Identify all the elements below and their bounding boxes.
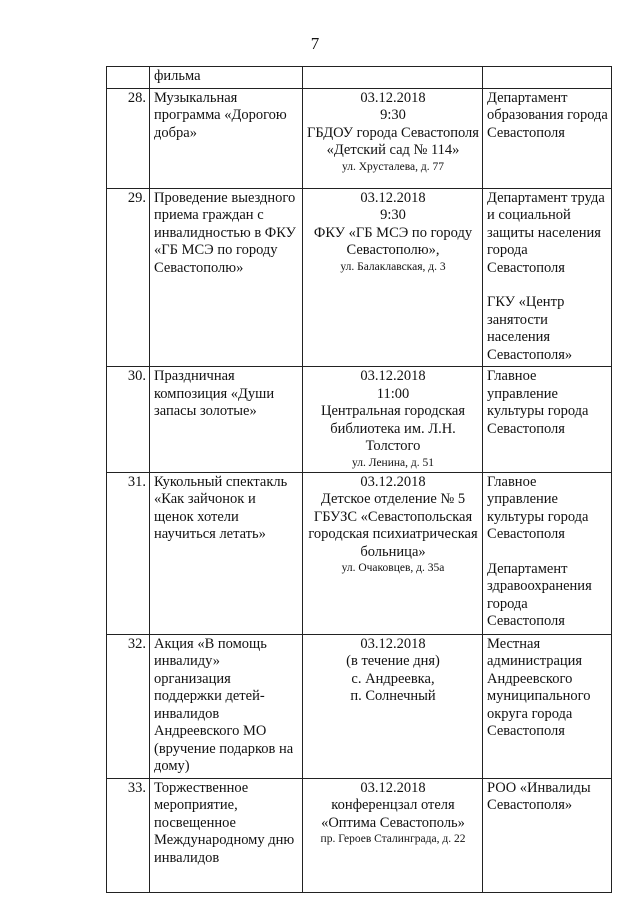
event-date: 03.12.2018 — [360, 89, 426, 106]
event-title: Кукольный спектакль «Как зайчонок и щенок хотели научиться летать» — [150, 472, 303, 634]
event-title: Праздничная композиция «Души запасы золотые» — [150, 367, 303, 473]
event-organizer: Департамент здравоохранения города Севастополя — [487, 560, 592, 629]
event-place-line: п. Солнечный — [350, 688, 436, 704]
event-organizer: РОО «Инвалиды Севастополя» — [487, 779, 591, 813]
event-organizer-cell — [483, 778, 612, 892]
row-number: 28. — [107, 88, 150, 188]
row-number: 32. — [107, 634, 150, 778]
table-row — [107, 67, 612, 89]
event-organizer: Департамент труда и социальной защиты населения города Севастополя — [487, 189, 605, 276]
event-place-cell — [303, 778, 483, 892]
table-row — [107, 88, 612, 188]
event-date: 03.12.2018 — [360, 635, 426, 652]
row-number: 30. — [107, 367, 150, 473]
event-organizer: ГКУ «Центр занятости населения Севастополя» — [487, 294, 573, 363]
event-place-line: 11:00 — [376, 385, 410, 402]
event-date: 03.12.2018 — [360, 368, 426, 384]
event-title: Акция «В помощь инвалиду» организация поддержки детей-инвалидов Андреевского МО (вручение подарков на дому) — [150, 634, 303, 778]
event-place-line: ГБДОУ города Севастополя «Детский сад № 114» — [307, 124, 479, 158]
event-organizer-cell — [483, 88, 612, 188]
table-row — [107, 367, 612, 473]
event-address: ул. Хрусталева, д. 77 — [342, 160, 444, 173]
event-organizer: Главное управление культуры города Севастополя — [487, 473, 589, 542]
event-place-line: конференцзал отеля «Оптима Севастополь» — [321, 797, 465, 831]
event-place-cell — [303, 367, 483, 473]
event-place-line: Детское отделение № 5 ГБУЗС «Севастопольская городская психиатрическая больница» — [308, 491, 478, 560]
event-organizer-cell — [483, 67, 612, 89]
event-address: ул. Ленина, д. 51 — [352, 456, 434, 469]
event-date: 03.12.2018 — [360, 779, 426, 796]
event-organizer-cell — [483, 472, 612, 634]
row-number-cell — [107, 67, 150, 89]
event-place-cell — [303, 634, 483, 778]
event-organizer: Департамент образования города Севастополя — [487, 89, 608, 141]
event-title: Проведение выездного приема граждан с инвалидностью в ФКУ «ГБ МСЭ по городу Севастополю» — [150, 188, 303, 367]
event-place-cell — [303, 88, 483, 188]
event-place-cell — [303, 472, 483, 634]
event-place-line: с. Андреевка, — [351, 670, 435, 687]
page-number: 7 — [310, 34, 320, 53]
event-place-line: 9:30 — [380, 107, 406, 123]
event-organizer: Местная администрация Андреевского муниципального округа города Севастополя — [487, 635, 591, 739]
event-place-cell — [303, 188, 483, 367]
table-row — [107, 472, 612, 634]
event-title: Торжественное мероприятие, посвещенное Международному дню инвалидов — [150, 778, 303, 892]
event-date: 03.12.2018 — [360, 473, 426, 490]
event-date: 03.12.2018 — [360, 189, 426, 206]
event-place-cell — [303, 67, 483, 89]
event-address: ул. Очаковцев, д. 35а — [341, 562, 445, 574]
event-organizer: Главное управление культуры города Севастополя — [487, 368, 589, 437]
event-place-line: Центральная городская библиотека им. Л.Н. Толстого — [321, 403, 465, 454]
event-organizer-cell — [483, 367, 612, 473]
table-row — [107, 634, 612, 778]
event-title: Музыкальная программа «Дорогою добра» — [150, 88, 303, 188]
event-place-line: 9:30 — [380, 207, 406, 223]
table-row — [107, 778, 612, 892]
event-address: пр. Героев Сталинграда, д. 22 — [320, 833, 466, 845]
event-organizer-cell — [483, 634, 612, 778]
event-organizer-cell — [483, 188, 612, 367]
row-number: 29. — [107, 188, 150, 367]
events-table — [106, 66, 612, 893]
row-number: 33. — [107, 778, 150, 892]
event-place-line: (в течение дня) — [346, 653, 440, 669]
event-title-continuation: фильма — [150, 67, 303, 89]
event-address: ул. Балаклавская, д. 3 — [340, 260, 446, 273]
row-number: 31. — [107, 472, 150, 634]
event-place-line: ФКУ «ГБ МСЭ по городу Севастополю», — [313, 224, 473, 258]
table-row — [107, 188, 612, 367]
